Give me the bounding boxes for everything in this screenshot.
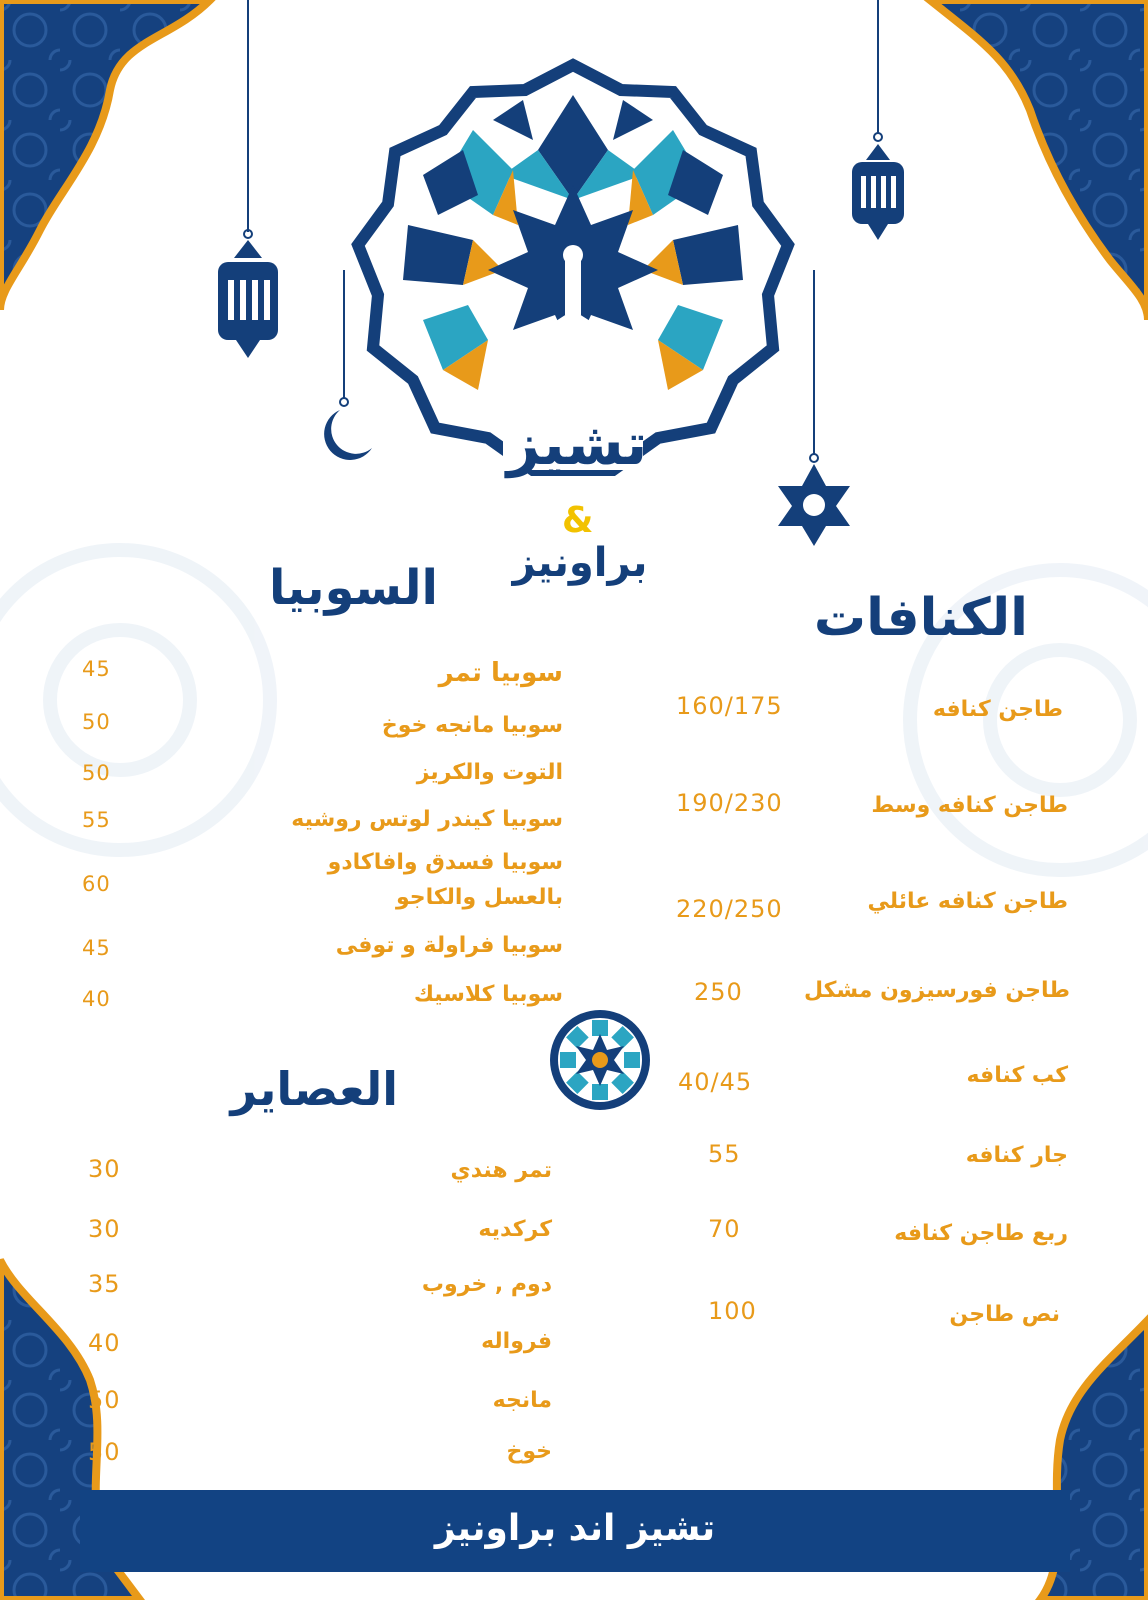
sobia-item-price: 55 bbox=[82, 808, 111, 832]
juice-item-name: فرواله bbox=[481, 1329, 552, 1354]
juice-item-name: خوخ bbox=[506, 1439, 552, 1464]
juice-item-price: 50 bbox=[88, 1438, 121, 1466]
sobia-item-name-line2: بالعسل والكاجو bbox=[395, 885, 563, 910]
sobia-item-name: سوبيا فسدق وافاكادو bbox=[327, 850, 563, 875]
sobia-item-name: سوبيا كلاسيك bbox=[413, 982, 563, 1007]
sobia-item-name: سوبيا كيندر لوتس روشيه bbox=[291, 807, 563, 832]
small-rosette-icon bbox=[545, 1005, 655, 1115]
kunafa-item-name: نص طاجن bbox=[949, 1302, 1060, 1327]
kunafa-item-name: جار كنافه bbox=[965, 1143, 1068, 1168]
sobia-item-price: 40 bbox=[82, 987, 111, 1011]
kunafa-item-price: 250 bbox=[694, 978, 743, 1006]
juice-item-name: تمر هندي bbox=[450, 1158, 552, 1183]
sobia-item-name: سوبيا مانجه خوخ bbox=[381, 713, 563, 738]
kunafa-item-price: 70 bbox=[708, 1215, 741, 1243]
kunafa-item-price: 160/175 bbox=[676, 692, 783, 720]
sobia-item-price: 45 bbox=[82, 936, 111, 960]
juice-item-name: كركديه bbox=[478, 1217, 552, 1242]
juice-item-price: 35 bbox=[88, 1270, 121, 1298]
juice-item-price: 30 bbox=[88, 1155, 121, 1183]
juice-item-name: دوم , خروب bbox=[421, 1272, 552, 1297]
juice-item-price: 30 bbox=[88, 1215, 121, 1243]
brand-ampersand: & bbox=[562, 500, 594, 541]
kunafa-item-name: ربع طاجن كنافه bbox=[894, 1221, 1068, 1246]
sobia-item-price: 50 bbox=[82, 710, 111, 734]
kunafa-title: الكنافات bbox=[813, 588, 1028, 648]
sobia-item-price: 60 bbox=[82, 872, 111, 896]
brand-name-line1: تشيز bbox=[506, 410, 648, 478]
lantern-left-icon bbox=[210, 0, 290, 360]
kunafa-item-name: طاجن كنافه عائلي bbox=[867, 889, 1068, 914]
juice-item-price: 50 bbox=[88, 1386, 121, 1414]
kunafa-item-price: 40/45 bbox=[678, 1068, 753, 1096]
footer-text: تشيز اند براونيز bbox=[434, 1508, 716, 1549]
kunafa-item-price: 55 bbox=[708, 1140, 741, 1168]
juice-item-name: مانجه bbox=[492, 1388, 552, 1413]
kunafa-item-price: 190/230 bbox=[676, 789, 783, 817]
sobia-item-price: 50 bbox=[82, 761, 111, 785]
kunafa-item-name: طاجن كنافه bbox=[932, 697, 1063, 722]
sobia-item-name: التوت والكريز bbox=[416, 760, 563, 785]
sobia-item-name: سوبيا تمر bbox=[438, 658, 563, 688]
sobia-item-price: 45 bbox=[82, 657, 111, 681]
kunafa-item-price: 100 bbox=[708, 1297, 757, 1325]
kunafa-item-name: طاجن فورسيزون مشكل bbox=[803, 978, 1070, 1003]
juice-item-price: 40 bbox=[88, 1329, 121, 1357]
brand-name-line2: براونيز bbox=[512, 540, 648, 586]
juices-title: العصاير bbox=[230, 1062, 398, 1116]
kunafa-item-name: طاجن كنافه وسط bbox=[871, 793, 1068, 818]
sobia-title: السوبيا bbox=[268, 560, 438, 616]
kunafa-item-price: 220/250 bbox=[676, 895, 783, 923]
sobia-item-name: سوبيا فراولة و توفى bbox=[335, 933, 563, 958]
kunafa-item-name: كب كنافه bbox=[966, 1063, 1068, 1088]
footer-bar bbox=[80, 1490, 1070, 1572]
